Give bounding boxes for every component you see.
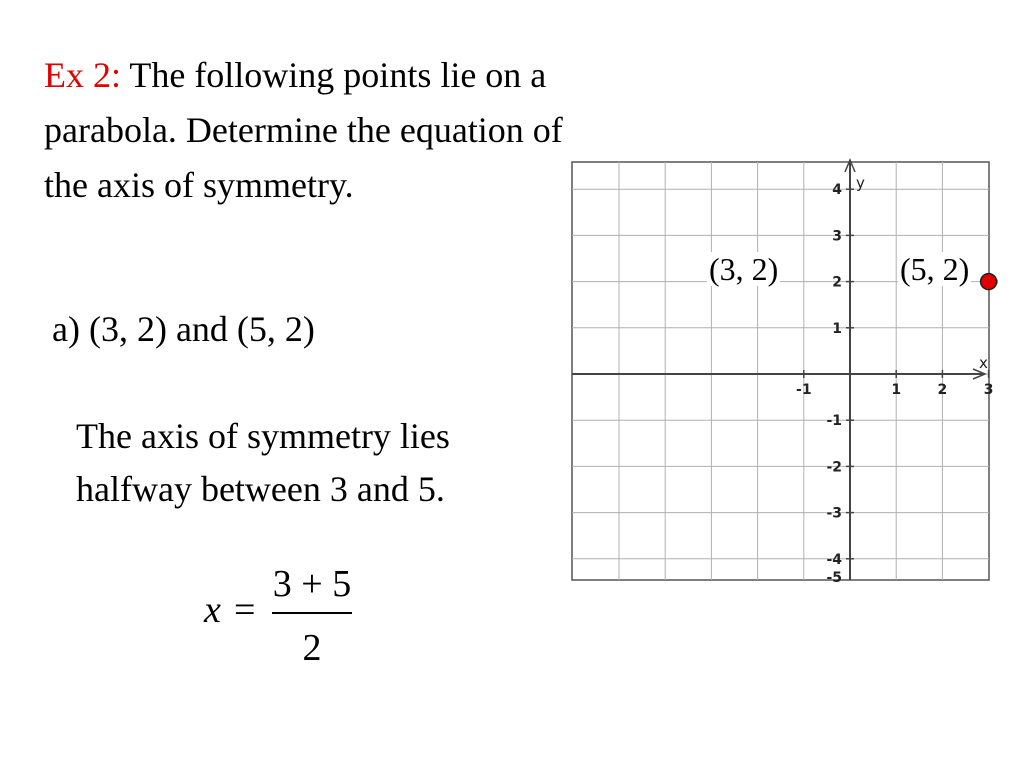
y-tick-label: -4 [826, 551, 842, 568]
midpoint-formula [200, 560, 400, 670]
x-tick-label: 2 [937, 382, 948, 398]
coordinate-graph [570, 142, 1000, 592]
x-tick-label: 1 [891, 382, 902, 398]
x-axis-label: x [979, 354, 988, 372]
formula-numerator: 3 + 5 [272, 563, 352, 605]
part-a-points: a) (3, 2) and (5, 2) [52, 309, 315, 349]
problem-statement [44, 48, 584, 213]
example-label: Ex 2: [44, 55, 121, 95]
problem-text: The following points lie on a parabola. Determine the equation of the axis of symmetry. [44, 55, 563, 205]
y-tick-label: -3 [826, 505, 842, 522]
y-tick-label: -2 [826, 459, 842, 476]
y-tick-label: 2 [832, 274, 842, 291]
y-tick-label: 1 [832, 320, 842, 337]
formula-equals: = [234, 589, 256, 631]
y-axis-label: y [856, 174, 865, 192]
y-tick-label: -5 [826, 570, 842, 586]
explanation-text: The axis of symmetry lies halfway between 3 and 5. [76, 416, 450, 509]
y-tick-label: 4 [832, 182, 842, 199]
point-label-5-2: (5, 2) [900, 251, 970, 287]
grid [572, 162, 989, 580]
graph-frame [572, 162, 989, 580]
point-3-2 [981, 274, 997, 290]
x-tick-label: 3 [983, 382, 994, 398]
y-tick-label: -1 [826, 413, 842, 430]
fraction-bar [272, 612, 352, 614]
formula-denominator: 2 [302, 627, 322, 669]
y-tick-label: 3 [832, 228, 842, 245]
point-label-3-2: (3, 2) [709, 251, 779, 287]
formula-variable: x [204, 589, 221, 631]
x-tick-label: -1 [796, 382, 812, 398]
